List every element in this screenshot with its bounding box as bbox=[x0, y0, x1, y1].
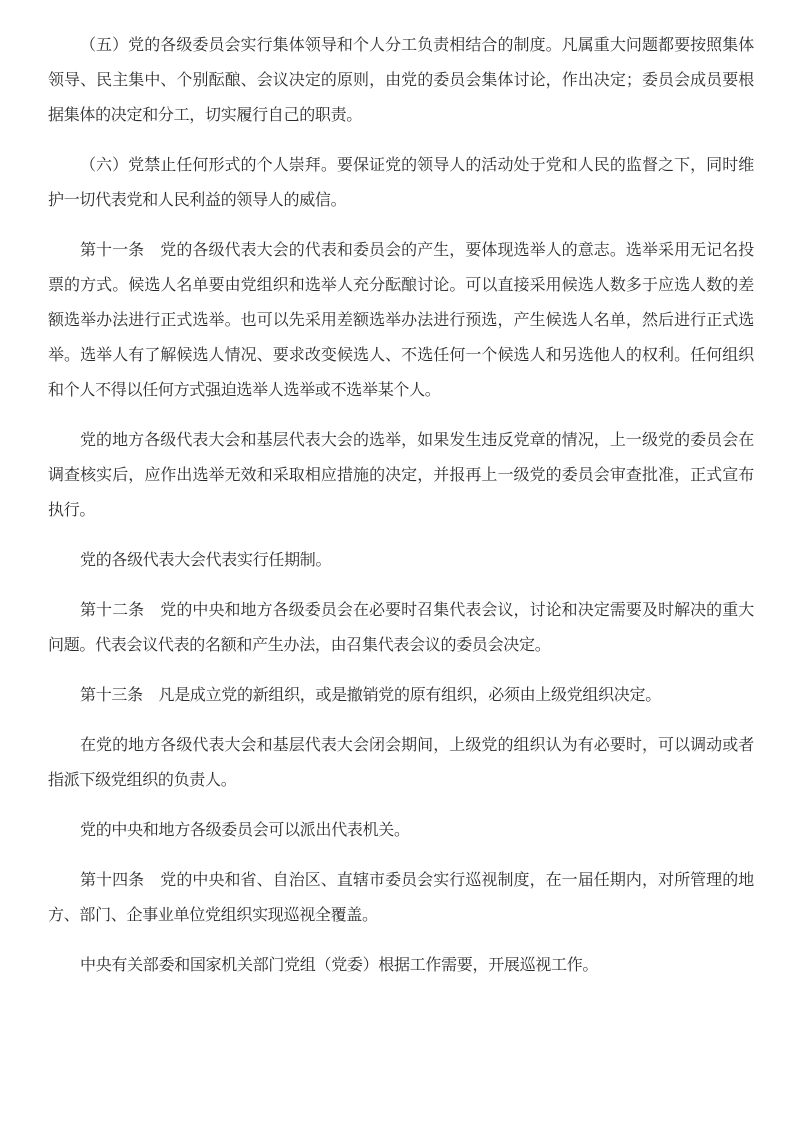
document-page bbox=[48, 27, 754, 997]
paragraph-article-14: 第十四条 党的中央和省、自治区、直辖市委员会实行巡视制度，在一届任期内，对所管理的地方、部门、企事业单位党组织实现巡视全覆盖。 bbox=[48, 870, 754, 924]
paragraph-committee-collective-leadership: （五）党的各级委员会实行集体领导和个人分工负责相结合的制度。凡属重大问题都要按照集体领导、民主集中、个别酝酿、会议决定的原则，由党的委员会集体讨论，作出决定；委员会成员要根据集体的决定和分工，切实履行自己的职责。 bbox=[48, 35, 754, 124]
paragraph-term-system: 党的各级代表大会代表实行任期制。 bbox=[80, 550, 332, 569]
paragraph-article-13: 第十三条 凡是成立党的新组织，或是撤销党的原有组织，必须由上级党组织决定。 bbox=[80, 685, 661, 704]
paragraph-article-11: 第十一条 党的各级代表大会的代表和委员会的产生，要体现选举人的意志。选举采用无记名投票的方式。候选人名单要由党组织和选举人充分酝酿讨论。可以直接采用候选人数多于应选人数的差额选举办法进行正式选举。也可以先采用差额选举办法进行预选，产生候选人名单，然后进行正式选举。选举人有了解候选人情况、要求改变候选人、不选任何一个候选人和另选他人的权利。任何组织和个人不得以任何方式强迫选举人选举或不选举某个人。 bbox=[48, 240, 754, 399]
paragraph-article-12: 第十二条 党的中央和地方各级委员会在必要时召集代表会议，讨论和决定需要及时解决的重大问题。代表会议代表的名额和产生办法，由召集代表会议的委员会决定。 bbox=[48, 600, 754, 654]
paragraph-leader-transfer: 在党的地方各级代表大会和基层代表大会闭会期间，上级党的组织认为有必要时，可以调动或者指派下级党组织的负责人。 bbox=[48, 735, 754, 789]
paragraph-personality-cult-ban: （六）党禁止任何形式的个人崇拜。要保证党的领导人的活动处于党和人民的监督之下，同时维护一切代表党和人民利益的领导人的威信。 bbox=[48, 155, 754, 209]
paragraph-central-inspection: 中央有关部委和国家机关部门党组（党委）根据工作需要，开展巡视工作。 bbox=[80, 955, 599, 974]
paragraph-representative-organs: 党的中央和地方各级委员会可以派出代表机关。 bbox=[80, 820, 410, 839]
paragraph-local-election-violation: 党的地方各级代表大会和基层代表大会的选举，如果发生违反党章的情况，上一级党的委员会在调查核实后，应作出选举无效和采取相应措施的决定，并报再上一级党的委员会审查批准，正式宣布执行。 bbox=[48, 430, 754, 519]
